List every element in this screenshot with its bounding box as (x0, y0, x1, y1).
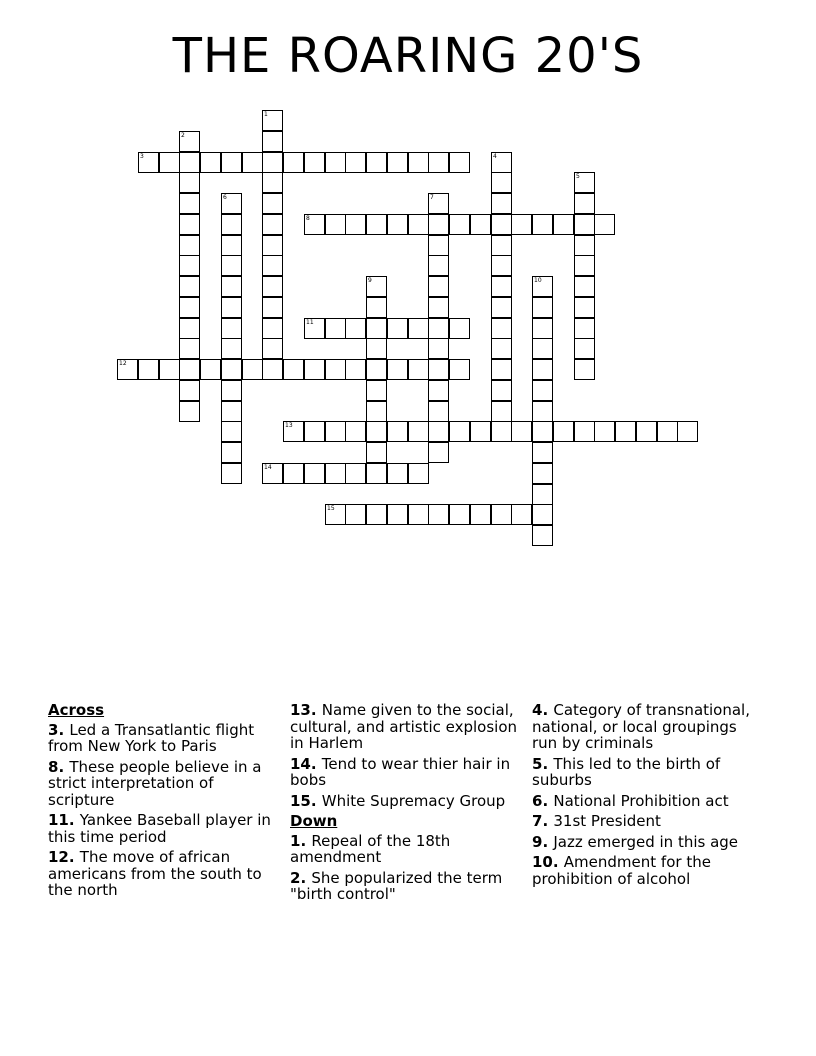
grid-cell[interactable] (304, 214, 325, 235)
grid-cell[interactable] (428, 152, 449, 173)
grid-cell[interactable] (636, 421, 657, 442)
clue-down-7: 7. 31st President (532, 812, 661, 830)
grid-cell[interactable] (179, 297, 200, 318)
cell-number: 2 (181, 132, 185, 139)
clue-down-2: 2. She popularized the term "birth control" (290, 868, 503, 903)
grid-cell[interactable] (345, 152, 366, 173)
clue-across-8: 8. These people believe in a strict interpretation of scripture (48, 757, 262, 809)
grid-cell[interactable] (304, 359, 325, 380)
grid-cell[interactable] (532, 421, 553, 442)
grid-cell[interactable] (159, 359, 180, 380)
grid-cell[interactable] (221, 235, 242, 256)
grid-cell[interactable] (117, 359, 138, 380)
grid-cell[interactable] (428, 297, 449, 318)
grid-cell[interactable] (428, 401, 449, 422)
grid-cell[interactable] (428, 193, 449, 214)
clues-column-3 (532, 702, 766, 891)
grid-cell[interactable] (138, 359, 159, 380)
grid-cell[interactable] (408, 504, 429, 525)
grid-cell[interactable] (428, 504, 449, 525)
cell-number: 8 (306, 215, 310, 222)
grid-cell[interactable] (304, 152, 325, 173)
grid-cell[interactable] (366, 421, 387, 442)
grid-cell[interactable] (262, 235, 283, 256)
grid-cell[interactable] (325, 504, 346, 525)
grid-cell[interactable] (366, 214, 387, 235)
grid-cell[interactable] (221, 152, 242, 173)
grid-cell[interactable] (491, 380, 512, 401)
grid-cell[interactable] (325, 359, 346, 380)
clue-down-1: 1. Repeal of the 18th amendment (290, 831, 451, 866)
grid-cell[interactable] (262, 131, 283, 152)
grid-cell[interactable] (366, 359, 387, 380)
clue-across-14: 14. Tend to wear thier hair in bobs (290, 754, 511, 789)
down-heading: Down (290, 812, 338, 830)
grid-cell[interactable] (387, 152, 408, 173)
grid-cell[interactable] (304, 318, 325, 339)
grid-cell[interactable] (491, 401, 512, 422)
grid-cell[interactable] (221, 421, 242, 442)
grid-cell[interactable] (511, 504, 532, 525)
grid-cell[interactable] (532, 276, 553, 297)
grid-cell[interactable] (325, 421, 346, 442)
grid-cell[interactable] (304, 421, 325, 442)
grid-cell[interactable] (179, 318, 200, 339)
grid-cell[interactable] (574, 318, 595, 339)
cell-number: 14 (264, 464, 272, 471)
cell-number: 7 (430, 194, 434, 201)
grid-cell[interactable] (491, 318, 512, 339)
grid-cell[interactable] (449, 504, 470, 525)
cell-number: 13 (285, 422, 293, 429)
clues-column-2 (290, 702, 524, 907)
cell-number: 3 (140, 153, 144, 160)
grid-cell[interactable] (262, 110, 283, 131)
grid-cell[interactable] (428, 276, 449, 297)
grid-cell[interactable] (449, 318, 470, 339)
grid-cell[interactable] (449, 152, 470, 173)
grid-cell[interactable] (221, 318, 242, 339)
grid-cell[interactable] (262, 193, 283, 214)
grid-cell[interactable] (574, 235, 595, 256)
grid-cell[interactable] (283, 359, 304, 380)
grid-cell[interactable] (387, 214, 408, 235)
grid-cell[interactable] (283, 463, 304, 484)
grid-cell[interactable] (449, 214, 470, 235)
grid-cell[interactable] (283, 421, 304, 442)
grid-cell[interactable] (408, 214, 429, 235)
grid-cell[interactable] (677, 421, 698, 442)
grid-cell[interactable] (345, 421, 366, 442)
grid-cell[interactable] (387, 421, 408, 442)
grid-cell[interactable] (138, 152, 159, 173)
clue-across-15: 15. White Supremacy Group (290, 791, 506, 810)
grid-cell[interactable] (366, 380, 387, 401)
page-title: THE ROARING 20'S (172, 28, 644, 84)
grid-cell[interactable] (408, 463, 429, 484)
grid-cell[interactable] (345, 504, 366, 525)
grid-cell[interactable] (387, 359, 408, 380)
grid-cell[interactable] (594, 214, 615, 235)
grid-cell[interactable] (262, 338, 283, 359)
grid-cell[interactable] (366, 297, 387, 318)
grid-cell[interactable] (532, 380, 553, 401)
grid-cell[interactable] (262, 214, 283, 235)
grid-cell[interactable] (532, 318, 553, 339)
grid-cell[interactable] (262, 152, 283, 173)
grid-cell[interactable] (408, 421, 429, 442)
grid-cell[interactable] (428, 318, 449, 339)
grid-cell[interactable] (491, 276, 512, 297)
grid-cell[interactable] (491, 152, 512, 173)
clue-across-3: 3. Led a Transatlantic flight from New York to Paris (48, 720, 255, 755)
grid-cell[interactable] (262, 172, 283, 193)
grid-cell[interactable] (428, 359, 449, 380)
grid-cell[interactable] (574, 297, 595, 318)
grid-cell[interactable] (179, 214, 200, 235)
clue-across-12: 12. The move of african americans from the south to the north (48, 848, 262, 899)
cell-number: 6 (223, 194, 227, 201)
grid-cell[interactable] (491, 255, 512, 276)
grid-cell[interactable] (532, 359, 553, 380)
grid-cell[interactable] (366, 504, 387, 525)
grid-cell[interactable] (325, 463, 346, 484)
clue-across-13: 13. Name given to the social, cultural, and artistic explosion in Harlem (290, 701, 518, 752)
grid-cell[interactable] (221, 255, 242, 276)
grid-cell[interactable] (366, 276, 387, 297)
grid-cell[interactable] (366, 318, 387, 339)
grid-cell[interactable] (574, 172, 595, 193)
grid-cell[interactable] (511, 421, 532, 442)
grid-cell[interactable] (449, 359, 470, 380)
grid-cell[interactable] (532, 525, 553, 546)
cell-number: 12 (119, 360, 127, 367)
grid-cell[interactable] (574, 214, 595, 235)
clue-down-10: 10. Amendment for the prohibition of alcohol (532, 853, 711, 888)
grid-cell[interactable] (325, 152, 346, 173)
grid-cell[interactable] (179, 359, 200, 380)
grid-cell[interactable] (387, 504, 408, 525)
grid-cell[interactable] (470, 421, 491, 442)
grid-cell[interactable] (304, 463, 325, 484)
grid-cell[interactable] (179, 172, 200, 193)
grid-cell[interactable] (366, 152, 387, 173)
grid-cell[interactable] (221, 463, 242, 484)
grid-cell[interactable] (532, 401, 553, 422)
grid-cell[interactable] (408, 318, 429, 339)
grid-cell[interactable] (532, 484, 553, 505)
grid-cell[interactable] (428, 442, 449, 463)
grid-cell[interactable] (553, 421, 574, 442)
grid-cell[interactable] (594, 421, 615, 442)
grid-cell[interactable] (366, 442, 387, 463)
grid-cell[interactable] (574, 338, 595, 359)
grid-cell[interactable] (428, 338, 449, 359)
grid-cell[interactable] (428, 380, 449, 401)
grid-cell[interactable] (491, 421, 512, 442)
grid-cell[interactable] (262, 318, 283, 339)
grid-cell[interactable] (428, 214, 449, 235)
grid-cell[interactable] (553, 214, 574, 235)
cell-number: 1 (264, 111, 268, 118)
grid-cell[interactable] (491, 297, 512, 318)
cell-number: 4 (493, 153, 497, 160)
grid-cell[interactable] (345, 318, 366, 339)
grid-cell[interactable] (574, 255, 595, 276)
grid-cell[interactable] (470, 504, 491, 525)
grid-cell[interactable] (491, 338, 512, 359)
grid-cell[interactable] (221, 380, 242, 401)
grid-cell[interactable] (179, 235, 200, 256)
grid-cell[interactable] (242, 359, 263, 380)
grid-cell[interactable] (408, 359, 429, 380)
grid-cell[interactable] (408, 152, 429, 173)
grid-cell[interactable] (366, 463, 387, 484)
grid-cell[interactable] (428, 421, 449, 442)
cell-number: 9 (368, 277, 372, 284)
grid-cell[interactable] (179, 401, 200, 422)
grid-cell[interactable] (283, 152, 304, 173)
grid-cell[interactable] (179, 338, 200, 359)
grid-cell[interactable] (242, 152, 263, 173)
grid-cell[interactable] (532, 214, 553, 235)
grid-cell[interactable] (615, 421, 636, 442)
grid-cell[interactable] (574, 276, 595, 297)
grid-cell[interactable] (449, 421, 470, 442)
clues-column-1 (48, 702, 282, 903)
grid-cell[interactable] (262, 463, 283, 484)
clue-down-4: 4. Category of transnational, national, or local groupings run by criminals (532, 701, 750, 752)
grid-cell[interactable] (532, 442, 553, 463)
grid-cell[interactable] (345, 359, 366, 380)
grid-cell[interactable] (387, 318, 408, 339)
grid-cell[interactable] (491, 504, 512, 525)
grid-cell[interactable] (221, 338, 242, 359)
grid-cell[interactable] (221, 193, 242, 214)
grid-cell[interactable] (179, 131, 200, 152)
grid-cell[interactable] (262, 255, 283, 276)
grid-cell[interactable] (366, 338, 387, 359)
grid-cell[interactable] (345, 463, 366, 484)
grid-cell[interactable] (345, 214, 366, 235)
clue-across-11: 11. Yankee Baseball player in this time period (48, 811, 271, 846)
grid-cell[interactable] (221, 359, 242, 380)
clue-down-5: 5. This led to the birth of suburbs (532, 754, 721, 789)
grid-cell[interactable] (428, 255, 449, 276)
grid-cell[interactable] (428, 235, 449, 256)
grid-cell[interactable] (532, 504, 553, 525)
grid-cell[interactable] (491, 193, 512, 214)
grid-cell[interactable] (657, 421, 678, 442)
grid-cell[interactable] (491, 235, 512, 256)
grid-cell[interactable] (262, 359, 283, 380)
grid-cell[interactable] (387, 463, 408, 484)
grid-cell[interactable] (366, 401, 387, 422)
grid-cell[interactable] (221, 442, 242, 463)
grid-cell[interactable] (532, 338, 553, 359)
grid-cell[interactable] (325, 214, 346, 235)
grid-cell[interactable] (200, 359, 221, 380)
grid-cell[interactable] (262, 297, 283, 318)
cell-number: 5 (576, 173, 580, 180)
grid-cell[interactable] (470, 214, 491, 235)
grid-cell[interactable] (179, 255, 200, 276)
grid-cell[interactable] (159, 152, 180, 173)
grid-cell[interactable] (200, 152, 221, 173)
grid-cell[interactable] (574, 421, 595, 442)
across-heading: Across (48, 701, 105, 719)
grid-cell[interactable] (221, 214, 242, 235)
grid-cell[interactable] (221, 297, 242, 318)
grid-cell[interactable] (221, 401, 242, 422)
grid-cell[interactable] (574, 359, 595, 380)
clue-down-6: 6. National Prohibition act (532, 791, 729, 810)
grid-cell[interactable] (511, 214, 532, 235)
clue-down-9: 9. Jazz emerged in this age (532, 832, 739, 851)
cell-number: 11 (306, 319, 314, 326)
grid-cell[interactable] (325, 318, 346, 339)
grid-cell[interactable] (491, 359, 512, 380)
grid-cell[interactable] (221, 276, 242, 297)
grid-cell[interactable] (179, 380, 200, 401)
grid-cell[interactable] (491, 214, 512, 235)
grid-cell[interactable] (179, 276, 200, 297)
grid-cell[interactable] (179, 152, 200, 173)
grid-cell[interactable] (574, 193, 595, 214)
grid-cell[interactable] (532, 463, 553, 484)
cell-number: 15 (327, 505, 335, 512)
grid-cell[interactable] (179, 193, 200, 214)
grid-cell[interactable] (532, 297, 553, 318)
grid-cell[interactable] (491, 172, 512, 193)
cell-number: 10 (534, 277, 542, 284)
grid-cell[interactable] (262, 276, 283, 297)
